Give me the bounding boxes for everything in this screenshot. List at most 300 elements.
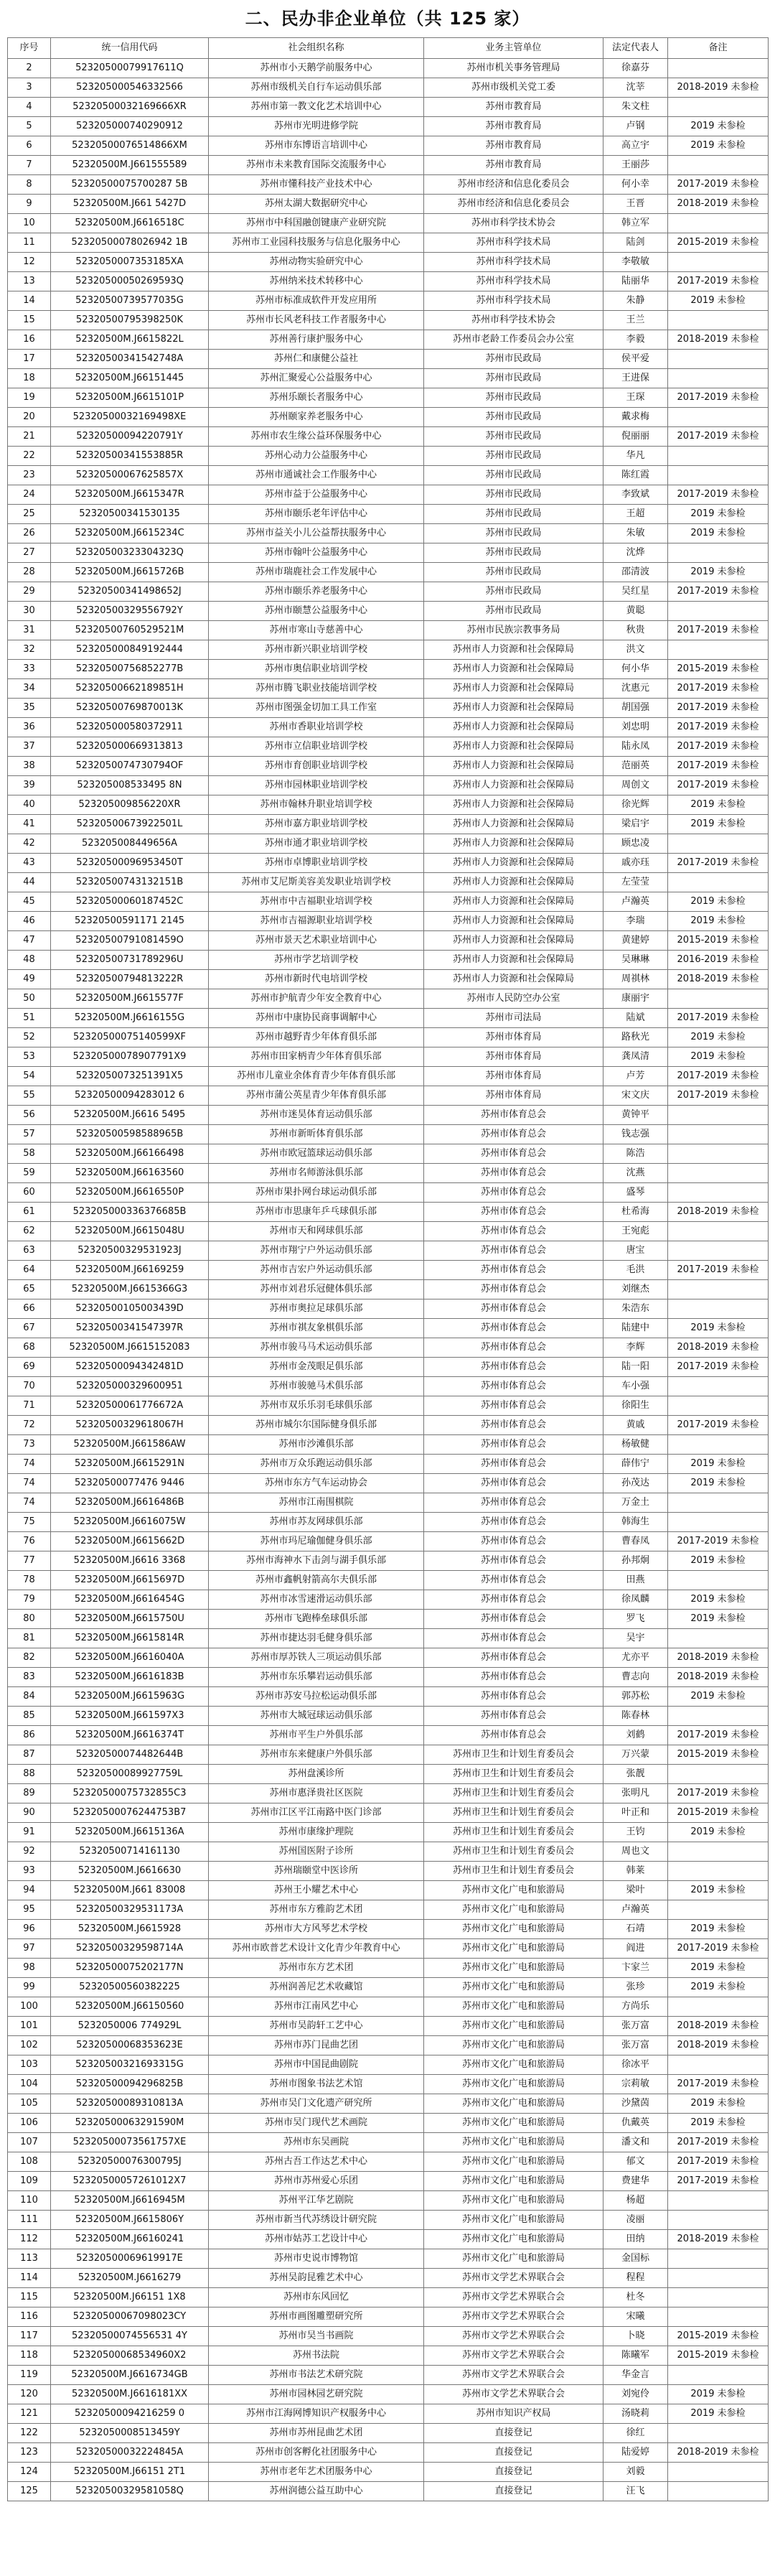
cell-seq: 72 <box>8 1416 51 1435</box>
cell-remark: 2017-2019 未参检 <box>668 1726 769 1745</box>
cell-org-name: 苏州市中科国融创键康产业研究院 <box>209 214 424 233</box>
cell-seq: 108 <box>8 2152 51 2172</box>
table-row <box>8 621 769 640</box>
cell-org-name: 苏州市冰雪速滑运动俱乐部 <box>209 1590 424 1610</box>
table-row <box>8 543 769 563</box>
cell-seq: 87 <box>8 1745 51 1765</box>
cell-credit-code: 52320500075732855C3 <box>51 1784 209 1803</box>
cell-seq: 80 <box>8 1610 51 1629</box>
cell-legal-rep: 王进保 <box>603 369 668 388</box>
cell-remark: 2017-2019 未参检 <box>668 1067 769 1086</box>
cell-credit-code: 52320500061776672A <box>51 1396 209 1416</box>
table-row <box>8 931 769 951</box>
table-row <box>8 1648 769 1668</box>
cell-remark: 2017-2019 未参检 <box>668 2152 769 2172</box>
cell-remark: 2019 未参检 <box>668 1920 769 1939</box>
cell-remark: 2019 未参检 <box>668 1319 769 1338</box>
table-row <box>8 272 769 291</box>
cell-credit-code: 523205008533495 8N <box>51 776 209 795</box>
cell-org-name: 苏州市寒山寺慈善中心 <box>209 621 424 640</box>
cell-org-name: 苏州市大城冠球运动俱乐部 <box>209 1707 424 1726</box>
table-row <box>8 1590 769 1610</box>
cell-remark: 2018-2019 未参检 <box>668 330 769 350</box>
cell-supervisor: 苏州市文化广电和旅游局 <box>424 1920 603 1939</box>
table-row <box>8 1571 769 1590</box>
cell-legal-rep: 陆斌 <box>603 1009 668 1028</box>
cell-remark: 2018-2019 未参检 <box>668 1648 769 1668</box>
table-row <box>8 78 769 98</box>
cell-seq: 11 <box>8 233 51 253</box>
cell-legal-rep: 韩海生 <box>603 1513 668 1532</box>
cell-legal-rep: 卞家兰 <box>603 1959 668 1978</box>
cell-credit-code: 523205000740290912 <box>51 117 209 136</box>
table-row <box>8 98 769 117</box>
cell-remark: 2019 未参检 <box>668 1590 769 1610</box>
cell-legal-rep: 徐光辉 <box>603 795 668 815</box>
cell-remark <box>668 1183 769 1203</box>
cell-remark <box>668 989 769 1009</box>
cell-seq: 59 <box>8 1164 51 1183</box>
cell-legal-rep: 王琛 <box>603 388 668 408</box>
cell-credit-code: 52320500M.J66151445 <box>51 369 209 388</box>
cell-supervisor: 苏州市文化广电和旅游局 <box>424 2133 603 2152</box>
table-row <box>8 2346 769 2366</box>
cell-seq: 100 <box>8 1997 51 2017</box>
cell-remark: 2019 未参检 <box>668 892 769 912</box>
cell-legal-rep: 高立宇 <box>603 136 668 156</box>
table-row <box>8 1319 769 1338</box>
cell-legal-rep: 黄聪 <box>603 602 668 621</box>
cell-supervisor: 苏州市体育总会 <box>424 1668 603 1687</box>
cell-org-name: 苏州市祺友象棋俱乐部 <box>209 1319 424 1338</box>
cell-legal-rep: 孙邦炯 <box>603 1551 668 1571</box>
cell-credit-code: 52320500094220791Y <box>51 427 209 447</box>
cell-legal-rep: 李瑞 <box>603 912 668 931</box>
cell-seq: 73 <box>8 1435 51 1455</box>
cell-legal-rep: 周也文 <box>603 1842 668 1862</box>
cell-org-name: 苏州市园林职业培训学校 <box>209 776 424 795</box>
cell-org-name: 苏州太湖大数据研究中心 <box>209 195 424 214</box>
cell-legal-rep: 李敬敏 <box>603 253 668 272</box>
cell-supervisor: 苏州市民政局 <box>424 582 603 602</box>
cell-credit-code: 52320500731789296U <box>51 951 209 970</box>
table-row <box>8 1610 769 1629</box>
cell-remark <box>668 98 769 117</box>
cell-remark: 2017-2019 未参检 <box>668 854 769 873</box>
table-row <box>8 2424 769 2443</box>
header-legal-rep: 法定代表人 <box>603 38 668 59</box>
cell-credit-code: 52320500094283012 6 <box>51 1086 209 1106</box>
cell-org-name: 苏州市鑫帆射箭高尔夫俱乐部 <box>209 1571 424 1590</box>
cell-org-name: 苏州市工业园科技服务与信息化服务中心 <box>209 233 424 253</box>
cell-remark: 2017-2019 未参检 <box>668 1939 769 1959</box>
cell-legal-rep: 尤亦平 <box>603 1648 668 1668</box>
cell-org-name: 苏州市颐慧公益服务中心 <box>209 602 424 621</box>
cell-legal-rep: 宋文庆 <box>603 1086 668 1106</box>
table-row <box>8 1513 769 1532</box>
table-row <box>8 1299 769 1319</box>
cell-org-name: 苏州市嘉方职业培训学校 <box>209 815 424 834</box>
cell-seq: 35 <box>8 699 51 718</box>
cell-credit-code: 52320500329598714A <box>51 1939 209 1959</box>
cell-credit-code: 52320500M.J6615347R <box>51 485 209 505</box>
cell-seq: 54 <box>8 1067 51 1086</box>
cell-credit-code: 52320500673922501L <box>51 815 209 834</box>
cell-supervisor: 苏州市民族宗教事务局 <box>424 621 603 640</box>
cell-seq: 92 <box>8 1842 51 1862</box>
table-row <box>8 679 769 699</box>
cell-seq: 104 <box>8 2075 51 2094</box>
table-row <box>8 718 769 737</box>
cell-remark: 2015-2019 未参检 <box>668 931 769 951</box>
cell-legal-rep: 程程 <box>603 2269 668 2288</box>
cell-remark: 2019 未参检 <box>668 2404 769 2424</box>
cell-credit-code: 52320500M.J66166498 <box>51 1144 209 1164</box>
table-row <box>8 1765 769 1784</box>
cell-org-name: 苏州市双乐乐羽毛球俱乐部 <box>209 1396 424 1416</box>
cell-seq: 84 <box>8 1687 51 1707</box>
cell-credit-code: 52320500M.J6616075W <box>51 1513 209 1532</box>
cell-credit-code: 52320500079917611Q <box>51 59 209 78</box>
cell-supervisor: 苏州市民政局 <box>424 485 603 505</box>
cell-credit-code: 52320500M.J66169259 <box>51 1261 209 1280</box>
cell-org-name: 苏州市市思康年乒乓球俱乐部 <box>209 1203 424 1222</box>
table-row <box>8 1455 769 1474</box>
table-body <box>8 59 769 2501</box>
cell-supervisor: 苏州市人力资源和社会保障局 <box>424 737 603 757</box>
cell-credit-code: 5232050074730794OF <box>51 757 209 776</box>
cell-seq: 6 <box>8 136 51 156</box>
cell-credit-code: 52320500791081459O <box>51 931 209 951</box>
cell-supervisor: 苏州市体育总会 <box>424 1106 603 1125</box>
cell-seq: 85 <box>8 1707 51 1726</box>
cell-org-name: 苏州市苏门昆曲艺团 <box>209 2036 424 2055</box>
table-row <box>8 1842 769 1862</box>
cell-supervisor: 苏州市文学艺术界联合会 <box>424 2366 603 2385</box>
cell-remark: 2018-2019 未参检 <box>668 1203 769 1222</box>
cell-legal-rep: 范丽英 <box>603 757 668 776</box>
cell-supervisor: 苏州市文学艺术界联合会 <box>424 2307 603 2327</box>
cell-org-name: 苏州市小天鹅学前服务中心 <box>209 59 424 78</box>
cell-supervisor: 苏州市民政局 <box>424 447 603 466</box>
cell-seq: 18 <box>8 369 51 388</box>
cell-remark <box>668 1222 769 1241</box>
cell-remark: 2018-2019 未参检 <box>668 1668 769 1687</box>
cell-org-name: 苏州市东来健康户外俱乐部 <box>209 1745 424 1765</box>
cell-org-name: 苏州市万众乐跑运动俱乐部 <box>209 1455 424 1474</box>
cell-legal-rep: 陆丽华 <box>603 272 668 291</box>
cell-supervisor: 苏州市人力资源和社会保障局 <box>424 815 603 834</box>
cell-seq: 105 <box>8 2094 51 2114</box>
table-row <box>8 1396 769 1416</box>
cell-credit-code: 52320500M.J6616486B <box>51 1493 209 1513</box>
table-row <box>8 1629 769 1648</box>
cell-seq: 20 <box>8 408 51 427</box>
cell-credit-code: 523205000329600951 <box>51 1377 209 1396</box>
cell-credit-code: 52320500M.J6615048U <box>51 1222 209 1241</box>
cell-credit-code: 523205000546332566 <box>51 78 209 98</box>
cell-remark: 2019 未参检 <box>668 563 769 582</box>
cell-legal-rep: 周祺林 <box>603 970 668 989</box>
cell-supervisor: 苏州市体育总会 <box>424 1687 603 1707</box>
cell-org-name: 苏州市欧冠篮球运动俱乐部 <box>209 1144 424 1164</box>
table-row <box>8 1978 769 1997</box>
cell-org-name: 苏州市颐乐养老服务中心 <box>209 582 424 602</box>
cell-org-name: 苏州市标准成软件开发应用所 <box>209 291 424 311</box>
cell-legal-rep: 王兰 <box>603 311 668 330</box>
table-row <box>8 233 769 253</box>
cell-seq: 32 <box>8 640 51 660</box>
cell-remark <box>668 1997 769 2017</box>
cell-remark <box>668 1144 769 1164</box>
cell-seq: 121 <box>8 2404 51 2424</box>
cell-remark: 2019 未参检 <box>668 1474 769 1493</box>
cell-credit-code: 52320500074482644B <box>51 1745 209 1765</box>
cell-seq: 17 <box>8 350 51 369</box>
table-row <box>8 2307 769 2327</box>
cell-legal-rep: 徐冰平 <box>603 2055 668 2075</box>
cell-supervisor: 苏州市人民防空办公室 <box>424 989 603 1009</box>
cell-supervisor: 苏州市人力资源和社会保障局 <box>424 795 603 815</box>
cell-org-name: 苏州市奥拉足球俱乐部 <box>209 1299 424 1319</box>
cell-credit-code: 52320500M.J66151 2T1 <box>51 2463 209 2482</box>
cell-credit-code: 52320500076514866XM <box>51 136 209 156</box>
cell-org-name: 苏州瑞颐堂中医诊所 <box>209 1862 424 1881</box>
cell-legal-rep: 沙黛茵 <box>603 2094 668 2114</box>
cell-seq: 102 <box>8 2036 51 2055</box>
cell-org-name: 苏州书法院 <box>209 2346 424 2366</box>
cell-supervisor: 苏州市文化广电和旅游局 <box>424 2075 603 2094</box>
cell-org-name: 苏州市苏友网球俱乐部 <box>209 1513 424 1532</box>
cell-supervisor: 苏州市文学艺术界联合会 <box>424 2269 603 2288</box>
cell-supervisor: 苏州市文化广电和旅游局 <box>424 1900 603 1920</box>
cell-credit-code: 52320500094342481D <box>51 1358 209 1377</box>
cell-supervisor: 苏州市体育总会 <box>424 1610 603 1629</box>
cell-supervisor: 苏州市卫生和计划生育委员会 <box>424 1765 603 1784</box>
cell-supervisor: 苏州市人力资源和社会保障局 <box>424 912 603 931</box>
cell-remark: 2017-2019 未参检 <box>668 2133 769 2152</box>
cell-org-name: 苏州市书法艺术研究院 <box>209 2366 424 2385</box>
cell-legal-rep: 沈惠元 <box>603 679 668 699</box>
cell-supervisor: 苏州市文化广电和旅游局 <box>424 1978 603 1997</box>
cell-credit-code: 52320500M.J6615101P <box>51 388 209 408</box>
registry-table <box>7 37 769 2501</box>
cell-org-name: 苏州纳米技术转移中心 <box>209 272 424 291</box>
cell-supervisor: 苏州市体育总会 <box>424 1726 603 1745</box>
cell-seq: 52 <box>8 1028 51 1047</box>
cell-credit-code: 52320500341498652J <box>51 582 209 602</box>
cell-seq: 43 <box>8 854 51 873</box>
table-row <box>8 1803 769 1823</box>
cell-remark: 2019 未参检 <box>668 1047 769 1067</box>
cell-credit-code: 52320500598588965B <box>51 1125 209 1144</box>
cell-credit-code: 52320500067098023CY <box>51 2307 209 2327</box>
cell-legal-rep: 路秋光 <box>603 1028 668 1047</box>
cell-legal-rep: 朱静 <box>603 291 668 311</box>
cell-remark: 2016-2019 未参检 <box>668 951 769 970</box>
cell-supervisor: 苏州市文学艺术界联合会 <box>424 2385 603 2404</box>
table-row <box>8 524 769 543</box>
cell-legal-rep: 徐阳生 <box>603 1396 668 1416</box>
table-row <box>8 892 769 912</box>
cell-seq: 111 <box>8 2211 51 2230</box>
cell-legal-rep: 王超 <box>603 505 668 524</box>
cell-legal-rep: 张珍 <box>603 1978 668 1997</box>
cell-legal-rep: 杜冬 <box>603 2288 668 2307</box>
cell-seq: 116 <box>8 2307 51 2327</box>
cell-legal-rep: 卢瀚英 <box>603 1900 668 1920</box>
cell-supervisor: 苏州市卫生和计划生育委员会 <box>424 1803 603 1823</box>
cell-seq: 96 <box>8 1920 51 1939</box>
table-row <box>8 1086 769 1106</box>
cell-remark: 2017-2019 未参检 <box>668 757 769 776</box>
cell-seq: 46 <box>8 912 51 931</box>
cell-supervisor: 苏州市司法局 <box>424 1009 603 1028</box>
table-row <box>8 1493 769 1513</box>
cell-credit-code: 52320500067625857X <box>51 466 209 485</box>
cell-seq: 118 <box>8 2346 51 2366</box>
cell-credit-code: 52320500094296825B <box>51 2075 209 2094</box>
cell-supervisor: 苏州市科学技术局 <box>424 233 603 253</box>
cell-seq: 41 <box>8 815 51 834</box>
cell-legal-rep: 沈莘 <box>603 78 668 98</box>
table-row <box>8 815 769 834</box>
cell-seq: 34 <box>8 679 51 699</box>
cell-credit-code: 52320500M.J6616155G <box>51 1009 209 1028</box>
cell-legal-rep: 卢芳 <box>603 1067 668 1086</box>
cell-credit-code: 52320500M.J6615814R <box>51 1629 209 1648</box>
cell-legal-rep: 黄戚 <box>603 1416 668 1435</box>
header-credit-code: 统一信用代码 <box>51 38 209 59</box>
cell-legal-rep: 杨敏健 <box>603 1435 668 1455</box>
cell-credit-code: 52320500M.J66160241 <box>51 2230 209 2249</box>
table-row <box>8 912 769 931</box>
cell-seq: 24 <box>8 485 51 505</box>
table-row <box>8 1067 769 1086</box>
cell-credit-code: 52320500M.J6616374T <box>51 1726 209 1745</box>
table-row <box>8 951 769 970</box>
cell-org-name: 苏州市姑苏工艺设计中心 <box>209 2230 424 2249</box>
cell-seq: 95 <box>8 1900 51 1920</box>
table-row <box>8 1920 769 1939</box>
cell-legal-rep: 李致斌 <box>603 485 668 505</box>
cell-org-name: 苏州市东博语言培训中心 <box>209 136 424 156</box>
cell-legal-rep: 方尚乐 <box>603 1997 668 2017</box>
cell-supervisor: 苏州市人力资源和社会保障局 <box>424 892 603 912</box>
cell-org-name: 苏州市苏州昆曲艺术团 <box>209 2424 424 2443</box>
cell-supervisor: 苏州市民政局 <box>424 602 603 621</box>
cell-remark: 2017-2019 未参检 <box>668 1261 769 1280</box>
cell-credit-code: 52320500M.J6616945M <box>51 2191 209 2211</box>
cell-supervisor: 苏州市人力资源和社会保障局 <box>424 970 603 989</box>
cell-org-name: 苏州市果扑网台球运动俱乐部 <box>209 1183 424 1203</box>
cell-seq: 93 <box>8 1862 51 1881</box>
table-row <box>8 1745 769 1765</box>
cell-legal-rep: 曹春凤 <box>603 1532 668 1551</box>
cell-seq: 22 <box>8 447 51 466</box>
cell-supervisor: 苏州市卫生和计划生育委员会 <box>424 1784 603 1803</box>
cell-supervisor: 苏州市知识产权局 <box>424 2404 603 2424</box>
cell-seq: 86 <box>8 1726 51 1745</box>
table-row <box>8 214 769 233</box>
cell-supervisor: 苏州市体育总会 <box>424 1144 603 1164</box>
cell-org-name: 苏州市骏马马术运动俱乐部 <box>209 1338 424 1358</box>
cell-supervisor: 苏州市体育总会 <box>424 1648 603 1668</box>
cell-seq: 77 <box>8 1551 51 1571</box>
cell-seq: 113 <box>8 2249 51 2269</box>
cell-remark: 2017-2019 未参检 <box>668 621 769 640</box>
cell-remark: 2017-2019 未参检 <box>668 699 769 718</box>
table-row <box>8 1144 769 1164</box>
cell-remark <box>668 2191 769 2211</box>
cell-remark <box>668 1513 769 1532</box>
cell-credit-code: 52320500076300795J <box>51 2152 209 2172</box>
cell-legal-rep: 郁文 <box>603 2152 668 2172</box>
cell-credit-code: 52320500341542748A <box>51 350 209 369</box>
cell-supervisor: 苏州市体育总会 <box>424 1319 603 1338</box>
cell-legal-rep: 陈曦军 <box>603 2346 668 2366</box>
cell-supervisor: 苏州市体育总会 <box>424 1435 603 1455</box>
cell-seq: 36 <box>8 718 51 737</box>
cell-remark <box>668 640 769 660</box>
table-row <box>8 1687 769 1707</box>
cell-org-name: 苏州市学艺培训学校 <box>209 951 424 970</box>
cell-supervisor: 苏州市文化广电和旅游局 <box>424 2036 603 2055</box>
cell-supervisor: 苏州市经济和信息化委员会 <box>424 175 603 195</box>
cell-legal-rep: 邵清波 <box>603 563 668 582</box>
cell-remark <box>668 350 769 369</box>
cell-remark: 2017-2019 未参检 <box>668 1416 769 1435</box>
cell-credit-code: 52320500341553885R <box>51 447 209 466</box>
cell-legal-rep: 杨超 <box>603 2191 668 2211</box>
cell-org-name: 苏州市江南风艺中心 <box>209 1997 424 2017</box>
cell-legal-rep: 徐凤麟 <box>603 1590 668 1610</box>
cell-supervisor: 苏州市文化广电和旅游局 <box>424 2249 603 2269</box>
cell-remark: 2019 未参检 <box>668 1610 769 1629</box>
cell-credit-code: 52320500M.J6616454G <box>51 1590 209 1610</box>
cell-seq: 30 <box>8 602 51 621</box>
cell-supervisor: 苏州市民政局 <box>424 350 603 369</box>
table-row <box>8 1203 769 1222</box>
cell-legal-rep: 陈春林 <box>603 1707 668 1726</box>
table-row <box>8 2230 769 2249</box>
cell-org-name: 苏州乐颐长者服务中心 <box>209 388 424 408</box>
cell-org-name: 苏州市长风老科技工作者服务中心 <box>209 311 424 330</box>
cell-org-name: 苏州市骏驰马术俱乐部 <box>209 1377 424 1396</box>
table-row <box>8 117 769 136</box>
cell-legal-rep: 黄钟平 <box>603 1106 668 1125</box>
cell-seq: 88 <box>8 1765 51 1784</box>
cell-seq: 3 <box>8 78 51 98</box>
cell-legal-rep: 朱文柱 <box>603 98 668 117</box>
cell-seq: 33 <box>8 660 51 679</box>
cell-remark <box>668 1765 769 1784</box>
cell-seq: 78 <box>8 1571 51 1590</box>
table-row <box>8 1125 769 1144</box>
cell-remark: 2019 未参检 <box>668 2114 769 2133</box>
cell-org-name: 苏州市新兴职业培训学校 <box>209 640 424 660</box>
cell-seq: 63 <box>8 1241 51 1261</box>
cell-legal-rep: 陈浩 <box>603 1144 668 1164</box>
table-row <box>8 1028 769 1047</box>
cell-org-name: 苏州市吴韵轩工艺中心 <box>209 2017 424 2036</box>
cell-supervisor: 苏州市体育局 <box>424 1028 603 1047</box>
cell-supervisor: 苏州市体育总会 <box>424 1571 603 1590</box>
cell-remark <box>668 408 769 427</box>
cell-legal-rep: 戴求梅 <box>603 408 668 427</box>
cell-supervisor: 苏州市机关事务管理局 <box>424 59 603 78</box>
cell-org-name: 苏州市吴门文化遗产研究所 <box>209 2094 424 2114</box>
